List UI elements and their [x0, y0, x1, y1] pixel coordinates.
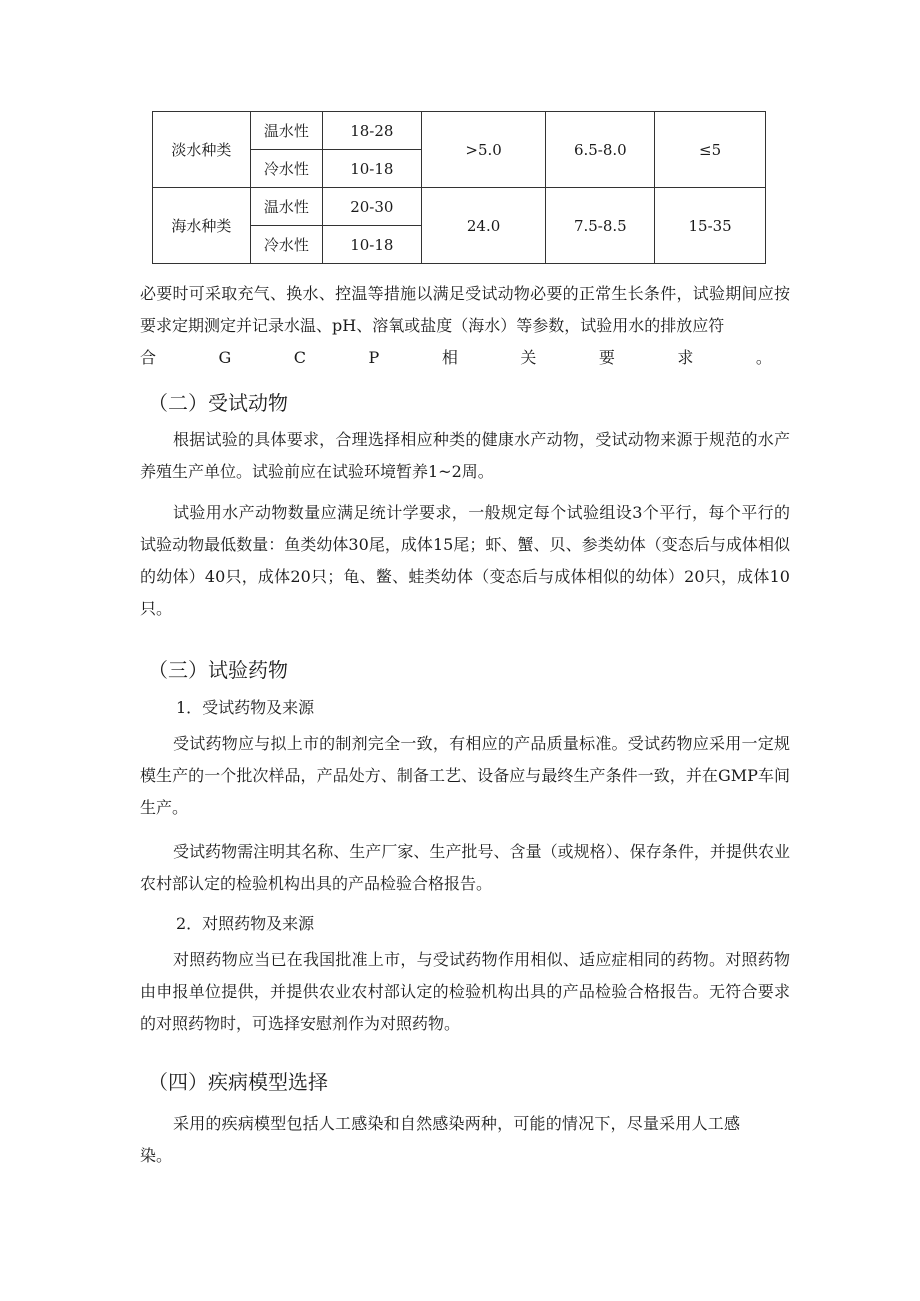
- group-cell: 淡水种类: [153, 112, 251, 188]
- temp-cell: 18-28: [322, 112, 421, 150]
- control-drug-paragraph: 对照药物应当已在我国批准上市，与受试药物作用相似、适应症相同的药物。对照药物由申报单位提供，并提供农业农村部认定的检验机构出具的产品检验合格报告。无符合要求的对照药物时，可选择安慰剂作为对照药物。: [140, 950, 790, 1033]
- ph-cell: 7.5-8.5: [546, 188, 655, 264]
- test-drug-paragraph-1: 受试药物应与拟上市的制剂完全一致，有相应的产品质量标准。受试药物应采用一定规模生产的一个批次样品，产品处方、制备工艺、设备应与最终生产条件一致，并在GMP车间生产。: [140, 734, 790, 817]
- disease-model-paragraph: 采用的疾病模型包括人工感染和自然感染两种，可能的情况下，尽量采用人工感染。: [140, 1114, 740, 1165]
- section-heading-disease-model: （四）疾病模型选择: [148, 1070, 328, 1094]
- test-drug-paragraph-2: 受试药物需注明其名称、生产厂家、生产批号、含量（或规格）、保存条件，并提供农业农村部认定的检验机构出具的产品检验合格报告。: [140, 842, 790, 893]
- animals-paragraph-1: 根据试验的具体要求，合理选择相应种类的健康水产动物，受试动物来源于规范的水产养殖生产单位。试验前应在试验环境暂养1~2周。: [140, 430, 790, 481]
- table-row: [153, 112, 766, 150]
- type-cell: 冷水性: [250, 150, 322, 188]
- justified-char: C: [293, 348, 307, 367]
- temp-cell: 10-18: [322, 150, 421, 188]
- salinity-cell: 15-35: [655, 188, 766, 264]
- type-cell: 冷水性: [250, 226, 322, 264]
- animals-paragraph-2: 试验用水产动物数量应满足统计学要求，一般规定每个试验组设3个平行，每个平行的试验动物最低数量：鱼类幼体30尾，成体15尾；虾、蟹、贝、参类幼体（变态后与成体相似的幼体）40只，成体20只；龟、鳖、蛙类幼体（变态后与成体相似的幼体）20只，成体10只。: [140, 503, 790, 618]
- group-cell: 海水种类: [153, 188, 251, 264]
- justified-char: 求: [677, 348, 694, 367]
- conditions-paragraph-last-line: [140, 342, 772, 374]
- justified-char: 。: [755, 348, 772, 367]
- oxygen-cell: >5.0: [421, 112, 546, 188]
- oxygen-cell: 24.0: [421, 188, 546, 264]
- subsection-control-drug: 2．对照药物及来源: [176, 914, 315, 933]
- justified-char: P: [368, 348, 380, 367]
- justified-char: 合: [140, 348, 157, 367]
- water-parameter-table: [152, 111, 766, 264]
- justified-char: 关: [520, 348, 537, 367]
- type-cell: 温水性: [250, 188, 322, 226]
- justified-char: 要: [598, 348, 615, 367]
- salinity-cell: ≤5: [655, 112, 766, 188]
- section-heading-drugs: （三）试验药物: [148, 658, 288, 682]
- temp-cell: 20-30: [322, 188, 421, 226]
- type-cell: 温水性: [250, 112, 322, 150]
- section-heading-animals: （二）受试动物: [148, 391, 288, 415]
- temp-cell: 10-18: [322, 226, 421, 264]
- justified-char: G: [218, 348, 232, 367]
- conditions-paragraph: 必要时可采取充气、换水、控温等措施以满足受试动物必要的正常生长条件，试验期间应按要求定期测定并记录水温、pH、溶氧或盐度（海水）等参数，试验用水的排放应符: [140, 284, 790, 335]
- ph-cell: 6.5-8.0: [546, 112, 655, 188]
- table-row: [153, 188, 766, 226]
- subsection-test-drug: 1．受试药物及来源: [176, 698, 315, 717]
- justified-char: 相: [441, 348, 458, 367]
